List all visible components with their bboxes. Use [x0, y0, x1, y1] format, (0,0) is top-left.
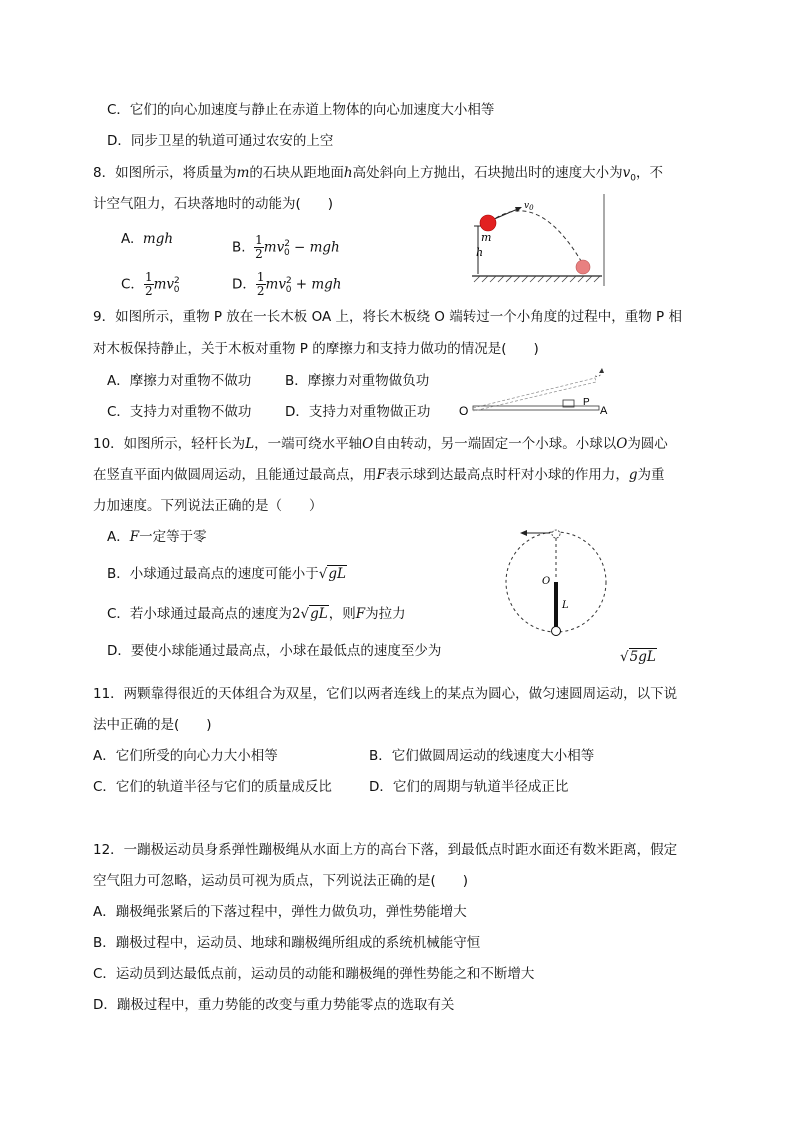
q8-stem-line2: 计空气阻力，石块落地时的动能为( ) — [93, 196, 334, 212]
ball-bottom — [552, 627, 561, 636]
q10-circle-figure — [500, 524, 612, 638]
label-h: h — [476, 246, 484, 259]
q8-option-b: B. $\frac{1}{2}$ $mv^2_0$ − mgh — [232, 233, 340, 261]
fraction-half: $\frac{1}{2}$ — [255, 233, 263, 261]
q8-option-d: D． $\frac{1}{2}$ $mv^2_0$ + mgh — [232, 270, 342, 298]
q10-option-a: A．F一定等于零 — [107, 529, 207, 545]
q12-option-a: A．蹦极绳张紧后的下落过程中，弹性力做负功，弹性势能增大 — [93, 904, 467, 920]
velocity-arrow — [492, 208, 520, 220]
stone-end — [576, 260, 590, 274]
q9-board-figure — [455, 364, 615, 420]
q12-stem-line1: 12．一蹦极运动员身系弹性蹦极绳从水面上方的高台下落，到最低点时距水面还有数米距离，假定 — [93, 842, 678, 858]
label-O: O — [459, 404, 469, 418]
q10-option-c: C．若小球通过最高点的速度为2√gL，则F为拉力 — [107, 606, 406, 622]
sqrt-gL: √gL — [318, 566, 346, 582]
q10-stem-line2: 在竖直平面内做圆周运动，且能通过最高点，用F表示球到达最高点时杆对小球的作用力，g为重 — [93, 467, 665, 483]
q11-option-c: C．它们的轨道半径与它们的质量成反比 — [93, 779, 332, 795]
q9-stem-line1: 9．如图所示，重物 P 放在一长木板 OA 上，将长木板绕 O 端转过一个小角度的过程中，重物 P 相 — [93, 309, 682, 325]
trajectory-path — [490, 211, 584, 266]
q8-option-a: A. mgh — [121, 231, 174, 247]
q10-option-b: B．小球通过最高点的速度可能小于√gL — [107, 566, 346, 582]
q12-option-c: C．运动员到达最低点前，运动员的动能和蹦极绳的弹性势能之和不断增大 — [93, 966, 535, 982]
q7-option-c: C．它们的向心加速度与静止在赤道上物体的向心加速度大小相等 — [107, 102, 495, 118]
q11-option-a: A．它们所受的向心力大小相等 — [93, 748, 278, 764]
q9-stem-line2: 对木板保持静止，关于木板对重物 P 的摩擦力和支持力做功的情况是( ) — [93, 341, 539, 357]
q10-option-d: D．要使小球能通过最高点，小球在最低点的速度至少为 — [107, 643, 442, 659]
q8-projectile-figure — [468, 194, 608, 288]
label-L: L — [562, 600, 569, 611]
label-P: P — [583, 397, 590, 408]
q12-stem-line2: 空气阻力可忽略，运动员可视为质点，下列说法正确的是( ) — [93, 873, 469, 889]
q10-stem-line1: 10．如图所示，轻杆长为L，一端可绕水平轴O自由转动，另一端固定一个小球。小球以O为圆心 — [93, 436, 668, 452]
q9-option-a: A．摩擦力对重物不做功 — [107, 373, 252, 389]
ball-top — [552, 530, 560, 538]
label-v0: $v_0$ — [524, 201, 534, 212]
q10-option-d-value — [620, 647, 657, 667]
q7-option-d: D．同步卫星的轨道可通过农安的上空 — [107, 133, 334, 149]
q11-stem-line1: 11．两颗靠得很近的天体组合为双星，它们以两者连线上的某点为圆心，做匀速圆周运动，以下说 — [93, 686, 678, 702]
fraction-half: $\frac{1}{2}$ — [256, 270, 265, 298]
sqrt-5gL: √5gL — [620, 649, 656, 665]
ground-hatching — [474, 276, 600, 282]
q9-option-b: B．摩擦力对重物做负功 — [285, 373, 430, 389]
label-A: A — [600, 405, 608, 417]
stone-start — [480, 215, 496, 231]
q12-option-b: B．蹦极过程中，运动员、地球和蹦极绳所组成的系统机械能守恒 — [93, 935, 481, 951]
label-O: O — [542, 576, 551, 587]
q11-option-b: B．它们做圆周运动的线速度大小相等 — [369, 748, 595, 764]
sqrt-gL: √gL — [300, 606, 328, 622]
q11-stem-line2: 法中正确的是( ) — [93, 717, 212, 733]
q9-option-c: C．支持力对重物不做功 — [107, 404, 252, 420]
q9-option-d: D．支持力对重物做正功 — [285, 404, 431, 420]
q12-option-d: D．蹦极过程中，重力势能的改变与重力势能零点的选取有关 — [93, 997, 455, 1013]
q8-option-c: C． $\frac{1}{2}$ $mv^2_0$ — [121, 270, 180, 298]
fraction-half: $\frac{1}{2}$ — [144, 270, 153, 298]
label-m: m — [481, 231, 492, 244]
q10-stem-line3: 力加速度。下列说法正确的是（ ） — [93, 498, 323, 514]
q11-option-d: D．它们的周期与轨道半径成正比 — [369, 779, 569, 795]
q8-stem-line1: 8．如图所示，将质量为m的石块从距地面h高处斜向上方抛出，石块抛出时的速度大小为$v_0$，不 — [93, 165, 663, 184]
